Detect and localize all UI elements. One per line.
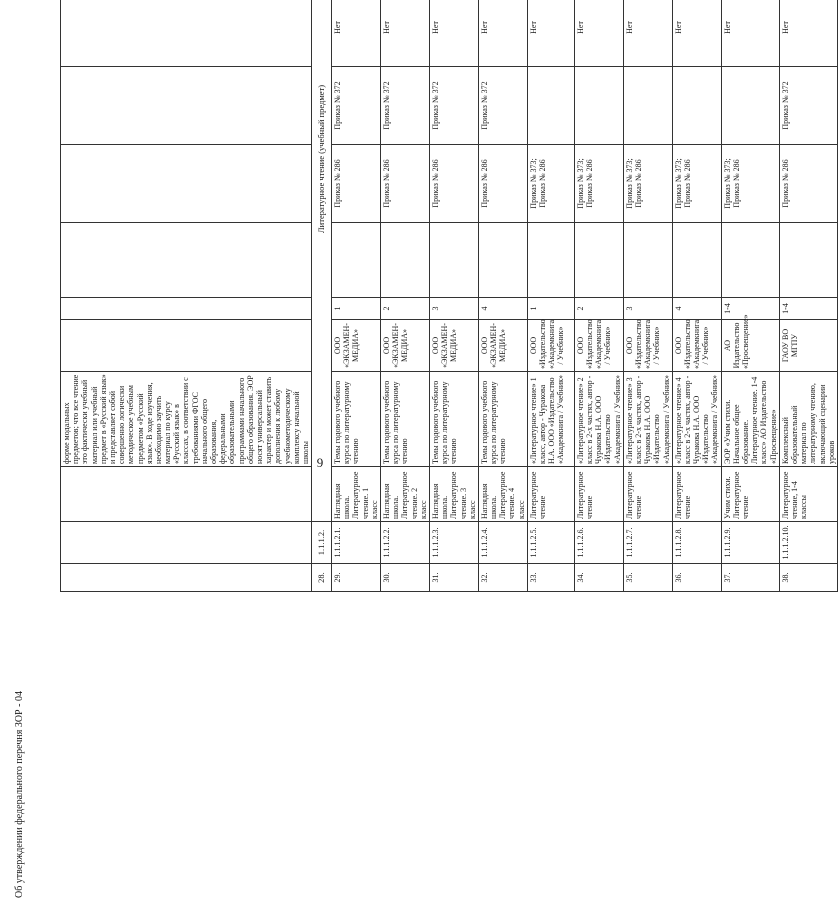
row-number: 37.	[721, 564, 779, 592]
publisher: ООО «Издательство «Академкнига / Учебник»	[574, 320, 623, 372]
row-code: 1.1.1.2.7.	[623, 522, 672, 564]
order-b	[721, 67, 779, 145]
flag-1: Нет	[478, 0, 527, 67]
continuation-description: форме модальных предметов; что все чтение это фактически учебный материал или учебный предмет в «Русский язык» и представляет собой совершенно логически методическое учебным предметом «Русский язык». В ходе изучения, необходимо заучить материал по курсу «Русский язык» в классах, в соответствии с требованиями ФГОС начального общего образования, федеральными образовательными программами начального общего образования. ЭОР носят универсальный характер и может ставить дополнения к любому учебнометодическому комплексу начальной школы	[61, 372, 312, 467]
table-row	[623, 0, 672, 592]
flag-1: Нет	[623, 0, 672, 67]
section-title: Литературное чтение (учебный предмет)	[312, 0, 332, 522]
order-a: Приказ № 373; Приказ № 286	[527, 145, 574, 223]
publisher: ГАОУ ВО МГПУ	[779, 320, 837, 372]
order-a: Приказ № 373; Приказ № 286	[672, 145, 721, 223]
grade: 2	[381, 298, 430, 320]
row-code: 1.1.1.2.4.	[478, 522, 527, 564]
table-row	[429, 0, 478, 592]
publisher: ООО «Издательство «Академкнига / Учебник»	[527, 320, 574, 372]
order-a: Приказ № 373; Приказ № 286	[721, 145, 779, 223]
order-b: Приказ № 372	[779, 67, 837, 145]
order-b	[623, 67, 672, 145]
grade: 4	[672, 298, 721, 320]
flag-1: Нет	[672, 0, 721, 67]
table-row	[478, 0, 527, 592]
publisher: АО Издательство «Просвещение»	[721, 320, 779, 372]
resource-name: Наглядная школа. Литературное чтение. 3 класс	[429, 467, 478, 522]
table-row	[381, 0, 430, 592]
row-number: 35.	[623, 564, 672, 592]
grade: 3	[623, 298, 672, 320]
resource-name: Литературное чтение	[672, 467, 721, 522]
order-b	[527, 67, 574, 145]
row-code: 1.1.1.2.	[312, 522, 332, 564]
row-number: 29.	[332, 564, 381, 592]
grade: 1	[332, 298, 381, 320]
rotated-table-frame	[60, 21, 836, 837]
row-number: 33.	[527, 564, 574, 592]
grade: 1	[527, 298, 574, 320]
order-a: Приказ № 286	[332, 145, 381, 223]
resource-description: «Литературное чтение» 4 класс в 2-х частях, автор - Чуракова Н.А. ООО «Издательство «Академкнига / Учебник»	[672, 372, 721, 467]
order-a: Приказ № 286	[381, 145, 430, 223]
table-row	[332, 0, 381, 592]
table-row	[574, 0, 623, 592]
flag-1: Нет	[779, 0, 837, 67]
row-code: 1.1.1.2.9.	[721, 522, 779, 564]
resource-name: Литературное чтение	[623, 467, 672, 522]
flag-1: Нет	[721, 0, 779, 67]
order-b: Приказ № 372	[429, 67, 478, 145]
grade: 1-4	[779, 298, 837, 320]
order-b: Приказ № 372	[381, 67, 430, 145]
table-row	[527, 0, 574, 592]
publisher: ООО «Издательство «Академкнига / Учебник»	[672, 320, 721, 372]
order-a: Приказ № 286	[478, 145, 527, 223]
resource-name: Литературное чтение	[574, 467, 623, 522]
publisher: ООО «ЭКЗАМЕН-МЕДИА»	[429, 320, 478, 372]
grade: 2	[574, 298, 623, 320]
publisher: ООО «ЭКЗАМЕН-МЕДИА»	[381, 320, 430, 372]
footer-text: Об утверждении федерального перечня ЗОР - 04	[14, 691, 25, 898]
resource-description: Темы годового учебного курса по литературному чтению	[478, 372, 527, 467]
grade: 1-4	[721, 298, 779, 320]
publisher: ООО «ЭКЗАМЕН-МЕДИА»	[478, 320, 527, 372]
table-row	[721, 0, 779, 592]
grade: 3	[429, 298, 478, 320]
publisher: ООО «ЭКЗАМЕН-МЕДИА»	[332, 320, 381, 372]
resource-description: Темы годового учебного курса по литературному чтению	[429, 372, 478, 467]
order-b	[574, 67, 623, 145]
resource-name: Наглядная школа. Литературное чтение. 4 класс	[478, 467, 527, 522]
resource-name: Литературное чтение	[527, 467, 574, 522]
row-code: 1.1.1.2.3.	[429, 522, 478, 564]
row-code: 1.1.1.2.5.	[527, 522, 574, 564]
resource-description: ЭОР «Учим стихи. Начальное общее образование. Литературное чтение. 1-4 класс» АО Издательство «Просвещение»	[721, 372, 779, 467]
page-number: 9	[316, 455, 324, 470]
publisher: ООО «Издательство «Академкнига / Учебник»	[623, 320, 672, 372]
order-b: Приказ № 372	[478, 67, 527, 145]
resource-description: Темы годового учебного курса по литературному чтению	[381, 372, 430, 467]
flag-1: Нет	[429, 0, 478, 67]
table-row	[672, 0, 721, 592]
row-number: 36.	[672, 564, 721, 592]
flag-1: Нет	[574, 0, 623, 67]
order-a: Приказ № 286	[779, 145, 837, 223]
row-number: 34.	[574, 564, 623, 592]
resource-description: «Литературное чтение» 3 класс в 2-х частях, автор - Чуракова Н.А. ООО «Издательство «Академкнига / Учебник»	[623, 372, 672, 467]
table-row	[779, 0, 837, 592]
row-code: 1.1.1.2.10.	[779, 522, 837, 564]
resource-name: Наглядная школа. Литературное чтение. 2 класс	[381, 467, 430, 522]
row-code: 1.1.1.2.6.	[574, 522, 623, 564]
flag-1: Нет	[527, 0, 574, 67]
footer-wrap	[14, 691, 54, 898]
row-code: 1.1.1.2.1.	[332, 522, 381, 564]
grade: 4	[478, 298, 527, 320]
resource-name: Учим стихи. Литературное чтение	[721, 467, 779, 522]
order-b: Приказ № 372	[332, 67, 381, 145]
resource-description: Комплексный образовательный материал по литературному чтению, включающий сценарии уроков	[779, 372, 837, 467]
resources-table	[60, 0, 838, 592]
row-number: 32.	[478, 564, 527, 592]
resource-description: «Литературное чтение» 2 класс в 2-х частях, автор - Чуракова Н.А. ООО «Издательство «Академкнига / Учебник»	[574, 372, 623, 467]
resource-name: Наглядная школа. Литературное чтение. 1 класс	[332, 467, 381, 522]
order-a: Приказ № 286	[429, 145, 478, 223]
row-code: 1.1.1.2.2.	[381, 522, 430, 564]
flag-1: Нет	[332, 0, 381, 67]
row-number: 28.	[312, 564, 332, 592]
order-a: Приказ № 373; Приказ № 286	[623, 145, 672, 223]
continuation-row	[61, 0, 312, 592]
row-code: 1.1.1.2.8.	[672, 522, 721, 564]
row-number: 31.	[429, 564, 478, 592]
row-number: 38.	[779, 564, 837, 592]
section-row	[312, 0, 332, 592]
order-b	[672, 67, 721, 145]
resource-description: Темы годового учебного курса по литературному чтению	[332, 372, 381, 467]
resource-name: Литературное чтение, 1-4 классы	[779, 467, 837, 522]
resource-description: «Литературное чтение» 1 класс, автор - Чуракова Н.А. ООО «Издательство «Академкнига / Учебник»	[527, 372, 574, 467]
row-number: 30.	[381, 564, 430, 592]
flag-1: Нет	[381, 0, 430, 67]
order-a: Приказ № 373; Приказ № 286	[574, 145, 623, 223]
